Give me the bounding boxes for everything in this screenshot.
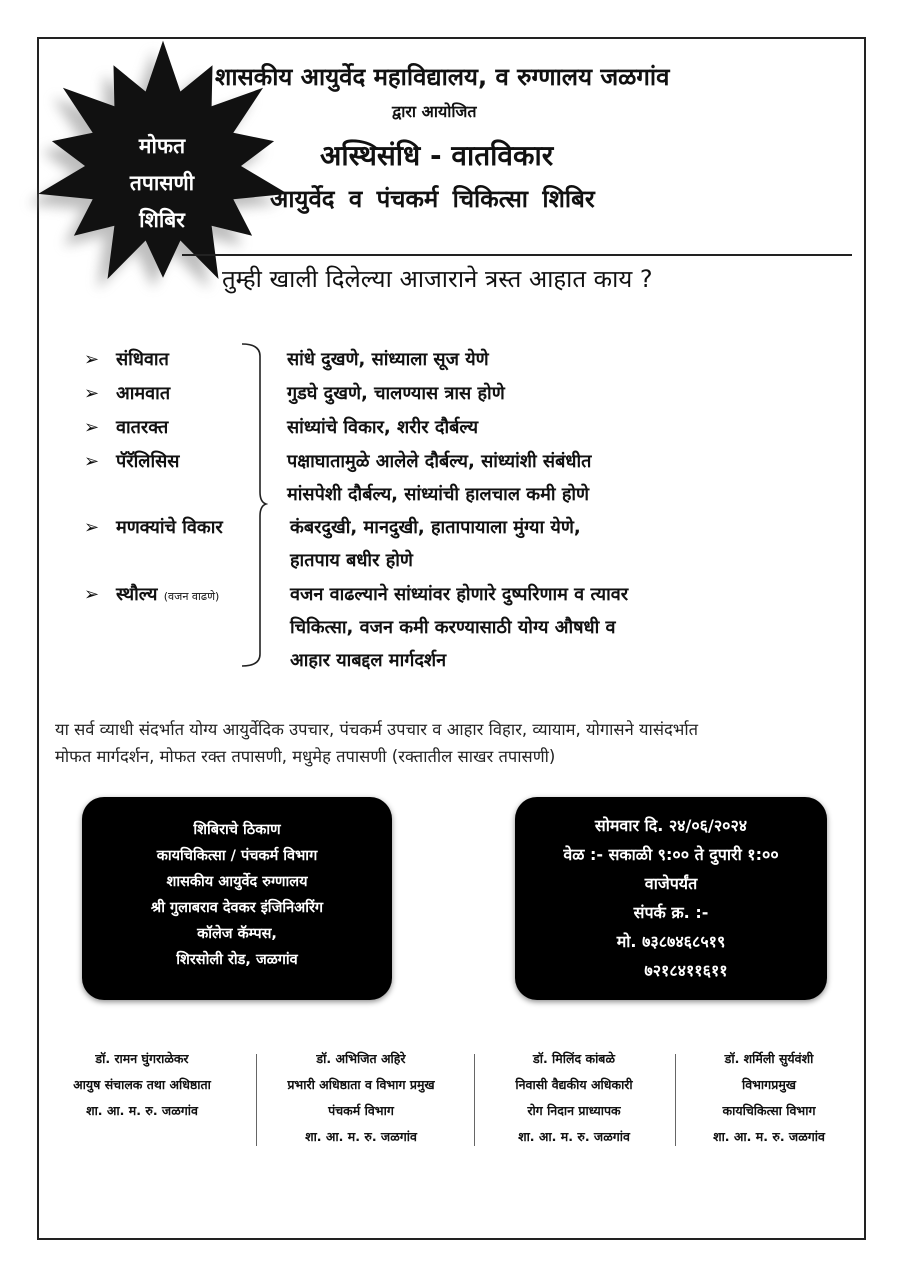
disease-note: (वजन वाढणे) <box>163 590 220 603</box>
contact-phone: ७२१८४११६११ <box>644 961 728 980</box>
camp-title: अस्थिसंधि - वातविकार <box>320 139 554 172</box>
symptom-line: चिकित्सा, वजन कमी करण्यासाठी योग्य औषधी व <box>290 617 616 638</box>
symptom-line: मांसपेशी दौर्बल्य, सांध्यांची हालचाल कमी होणे <box>287 484 590 505</box>
symptom-line: सांध्यांचे विकार, शरीर दौर्बल्य <box>287 417 479 438</box>
signatory-divider <box>256 1054 257 1146</box>
badge-line: मोफत <box>138 134 186 158</box>
venue-line: श्री गुलाबराव देवकर इंजिनिअरिंग <box>150 900 324 916</box>
bullet-arrow-icon: ➢ <box>84 584 100 605</box>
symptom-line: पक्षाघातामुळे आलेले दौर्बल्य, सांध्यांशी संबंधीत <box>287 451 592 472</box>
venue-line: शासकीय आयुर्वेद रुग्णालय <box>166 874 308 890</box>
symptom-line: हातपाय बधीर होणे <box>290 550 413 571</box>
venue-box <box>82 797 392 1000</box>
schedule-time: वेळ :- सकाळी ९:०० ते दुपारी १:०० <box>563 845 779 864</box>
services-note <box>55 716 860 770</box>
signatory-name: डॉ. रामन घुंगराळेकर <box>95 1051 189 1066</box>
badge-line: तपासणी <box>129 171 195 195</box>
disease-item <box>84 381 170 405</box>
signatory-org: शा. आ. म. रु. जळगांव <box>86 1103 198 1118</box>
question-heading: तुम्ही खाली दिलेल्या आजाराने त्रस्त आहात काय ? <box>222 265 653 293</box>
disease-name: स्थौल्य <box>116 584 158 605</box>
disease-name: आमवात <box>116 383 171 404</box>
disease-name: संधिवात <box>116 349 169 370</box>
bullet-arrow-icon: ➢ <box>84 383 100 404</box>
badge-line: शिबिर <box>139 208 185 232</box>
disease-item <box>84 415 168 439</box>
symptom-line: वजन वाढल्याने सांध्यांवर होणारे दुष्परिणाम व त्यावर <box>290 584 629 605</box>
venue-line: कायचिकित्सा / पंचकर्म विभाग <box>156 848 318 864</box>
signatory-name: डॉ. मिलिंद कांबळे <box>533 1051 615 1066</box>
institution-name: शासकीय आयुर्वेद महाविद्यालय, व रुग्णालय जळगांव <box>215 63 670 91</box>
bullet-arrow-icon: ➢ <box>84 417 100 438</box>
disease-name: पॅरॅलिसिस <box>116 451 180 472</box>
disease-item <box>84 449 179 473</box>
signatory-name: डॉ. शर्मिली सुर्यवंशी <box>724 1051 814 1066</box>
note-line: या सर्व व्याधी संदर्भात योग्य आयुर्वेदिक उपचार, पंचकर्म उपचार व आहार विहार, व्यायाम, योगासने यासंदर्भात <box>55 720 699 739</box>
venue-line: शिबिराचे ठिकाण <box>193 822 281 838</box>
bullet-arrow-icon: ➢ <box>84 451 100 472</box>
signatory-role: निवासी वैद्यकीय अधिकारी <box>515 1077 633 1092</box>
signatory <box>474 1046 674 1150</box>
signatory-dept: रोग निदान प्राध्यापक <box>527 1103 621 1118</box>
signatory-org: शा. आ. म. रु. जळगांव <box>305 1129 417 1144</box>
divider-line <box>182 254 852 256</box>
symptom-line: कंबरदुखी, मानदुखी, हातापायाला मुंग्या येणे, <box>290 517 581 538</box>
symptom-line: आहार याबद्दल मार्गदर्शन <box>290 650 447 671</box>
bullet-arrow-icon: ➢ <box>84 517 100 538</box>
schedule-time-end: वाजेपर्यंत <box>644 874 698 893</box>
signatory-org: शा. आ. म. रु. जळगांव <box>713 1129 825 1144</box>
signatory-role: प्रभारी अधिष्ठाता व विभाग प्रमुख <box>287 1077 435 1092</box>
disease-item <box>84 515 223 539</box>
symptom-line: सांधे दुखणे, सांध्याला सूज येणे <box>287 349 489 370</box>
signatory <box>42 1046 242 1124</box>
contact-phone: मो. ७३८७४६८५१९ <box>616 932 726 951</box>
disease-name: वातरक्त <box>116 417 169 438</box>
curly-bracket <box>238 342 268 668</box>
signatory-name: डॉ. अभिजित अहिरे <box>316 1051 406 1066</box>
signatory <box>261 1046 461 1150</box>
signatory-org: शा. आ. म. रु. जळगांव <box>518 1129 630 1144</box>
organized-by: द्वारा आयोजित <box>392 102 477 121</box>
venue-line: कॉलेज कॅम्पस, <box>197 926 277 942</box>
symptom-line: गुडघे दुखणे, चालण्यास त्रास होणे <box>287 383 505 404</box>
disease-item <box>84 582 219 606</box>
schedule-date: सोमवार दि. २४/०६/२०२४ <box>594 816 748 835</box>
venue-line: शिरसोली रोड, जळगांव <box>176 952 298 968</box>
signatory-dept: पंचकर्म विभाग <box>328 1103 394 1118</box>
signatory-role: आयुष संचालक तथा अधिष्ठाता <box>73 1077 211 1092</box>
signatory-role: विभागप्रमुख <box>741 1077 797 1092</box>
signatory <box>669 1046 869 1150</box>
signatory-dept: कायचिकित्सा विभाग <box>722 1103 816 1118</box>
contact-label: संपर्क क्र. :- <box>633 903 709 922</box>
disease-name: मणक्यांचे विकार <box>116 517 223 538</box>
disease-item <box>84 347 169 371</box>
camp-subtitle: आयुर्वेद व पंचकर्म चिकित्सा शिबिर <box>270 185 595 213</box>
note-line: मोफत मार्गदर्शन, मोफत रक्त तपासणी, मधुमेह तपासणी (रक्तातील साखर तपासणी) <box>55 747 556 766</box>
schedule-box <box>515 797 827 1000</box>
bullet-arrow-icon: ➢ <box>84 349 100 370</box>
